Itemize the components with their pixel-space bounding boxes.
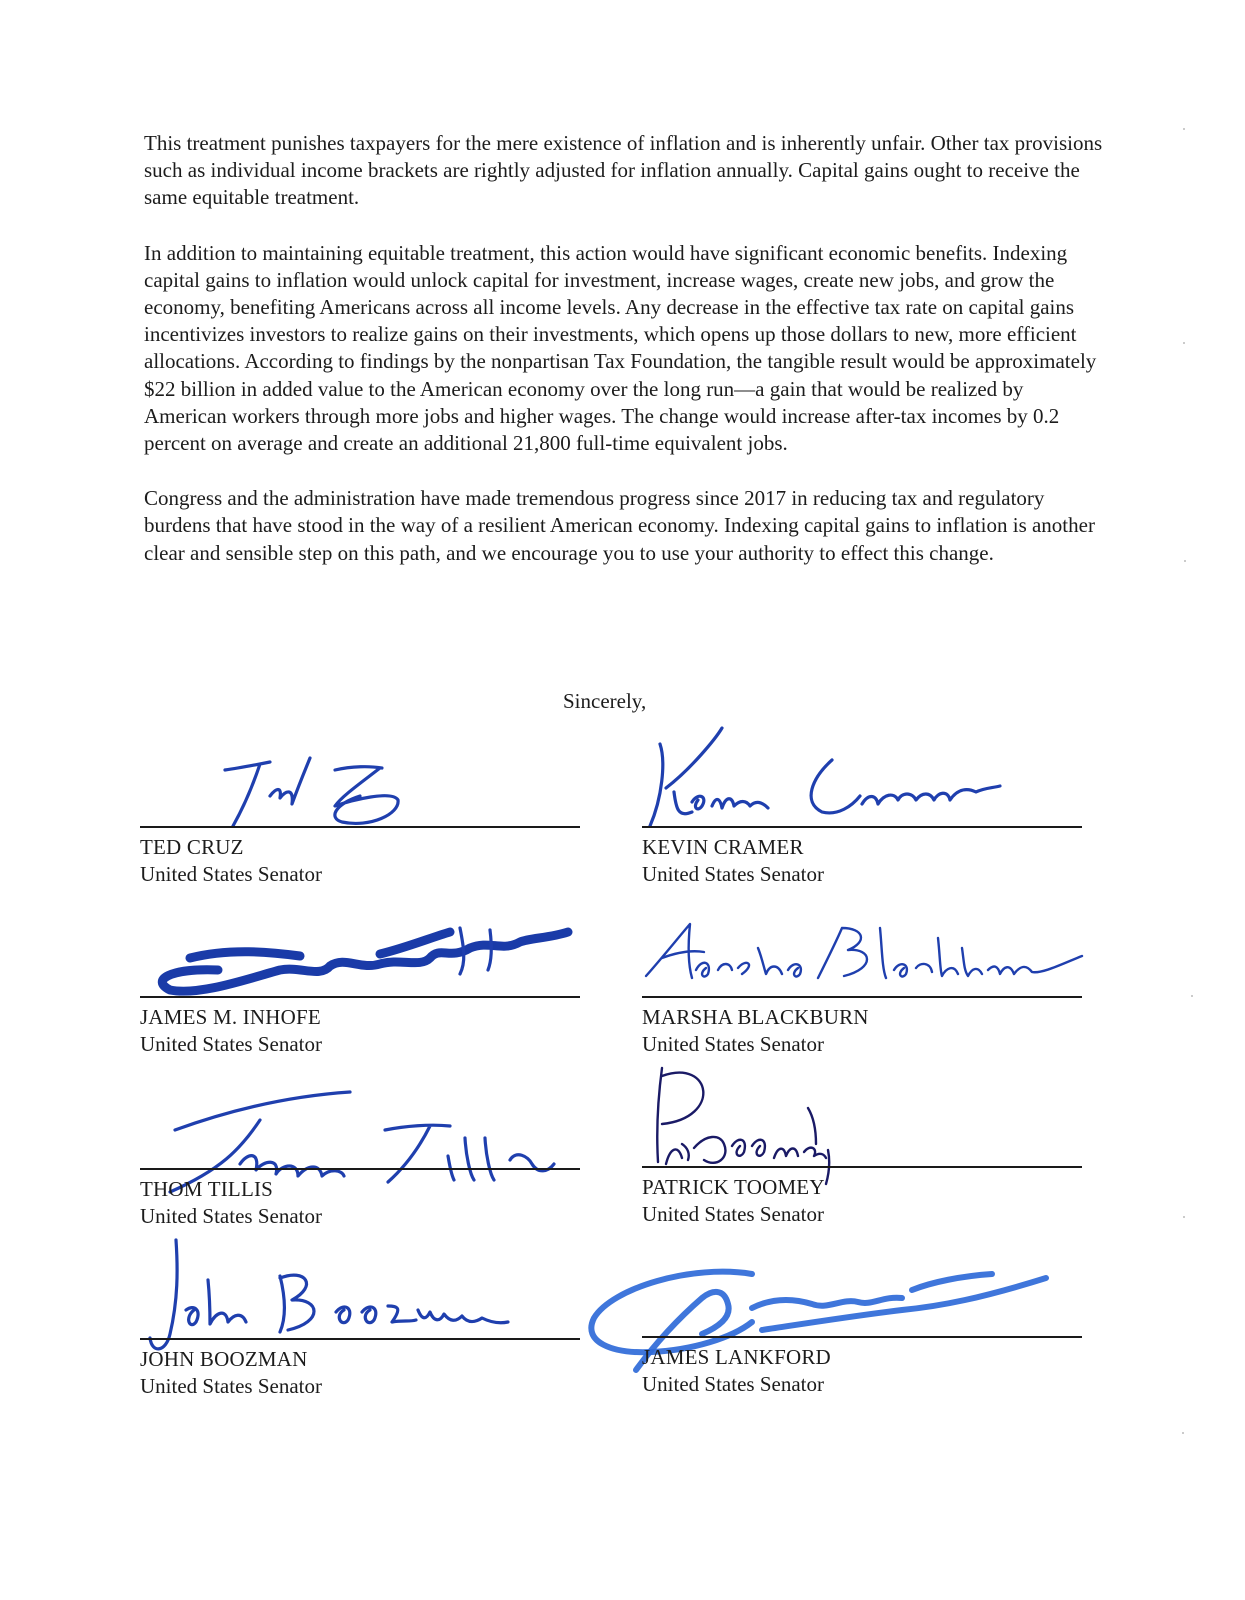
signature-line bbox=[642, 826, 1082, 828]
signatory-title: United States Senator bbox=[140, 862, 322, 886]
signature-block-john-boozman bbox=[140, 1338, 580, 1488]
paragraph-call-to-action: Congress and the administration have made tremendous progress since 2017 in reducing tax and regulatory burdens that have stood in the way of a resilient American economy. Indexing capital gains to inflation is another clear and sensible step on this path, and we encourage you to use your authority to effect this change. bbox=[144, 486, 1095, 565]
signatory-title: United States Senator bbox=[140, 1032, 322, 1056]
letter-body bbox=[144, 130, 1104, 595]
signatory-title: United States Senator bbox=[140, 1204, 322, 1228]
signatory-title: United States Senator bbox=[642, 1372, 824, 1396]
signature-line bbox=[140, 996, 580, 998]
signature-line bbox=[140, 1168, 580, 1170]
scan-speck bbox=[1182, 1432, 1184, 1434]
paragraph-inflation-unfair: This treatment punishes taxpayers for the mere existence of inflation and is inherently unfair. Other tax provisions such as individual income brackets are rightly adjusted for inflation annually. Capital gains ought to receive the same equitable treatment. bbox=[144, 131, 1103, 210]
signature-line bbox=[642, 1166, 1082, 1168]
closing-salutation: Sincerely, bbox=[563, 689, 647, 713]
scan-speck bbox=[1184, 560, 1186, 562]
signatory-title: United States Senator bbox=[140, 1374, 322, 1398]
signatory-name: JOHN BOOZMAN bbox=[140, 1347, 308, 1371]
signatory-name: THOM TILLIS bbox=[140, 1177, 274, 1201]
signature-line bbox=[140, 1338, 580, 1340]
signatory-name: KEVIN CRAMER bbox=[642, 835, 804, 859]
signatory-name: PATRICK TOOMEY bbox=[642, 1175, 825, 1199]
signatory-title: United States Senator bbox=[642, 862, 824, 886]
signature-block-james-lankford bbox=[642, 1336, 1082, 1486]
signatory-title: United States Senator bbox=[642, 1032, 824, 1056]
signature-line bbox=[642, 1336, 1082, 1338]
signatory-title: United States Senator bbox=[642, 1202, 824, 1226]
scan-speck bbox=[1183, 128, 1185, 130]
signatory-name: JAMES LANKFORD bbox=[642, 1345, 831, 1369]
paragraph-economic-benefits: In addition to maintaining equitable treatment, this action would have significant economic benefits. Indexing capital gains to inflation would unlock capital for investment, increase wages, create new jobs, and grow the economy, benefiting Americans across all income levels. Any decrease in the effective tax rate on capital gains incentivizes investors to realize gains on their investments, which opens up those dollars to new, more efficient allocations. According to findings by the nonpartisan Tax Foundation, the tangible result would be approximately $22 billion in added value to the American economy over the long run—a gain that would be realized by American workers through more jobs and higher wages. The change would increase after-tax incomes by 0.2 percent on average and create an additional 21,800 full-time equivalent jobs. bbox=[144, 240, 1097, 456]
scan-speck bbox=[1191, 995, 1193, 997]
scan-speck bbox=[1183, 1216, 1185, 1218]
signatory-name: TED CRUZ bbox=[140, 835, 244, 859]
signatory-name: JAMES M. INHOFE bbox=[140, 1005, 321, 1029]
signature-line bbox=[642, 996, 1082, 998]
signatory-name: MARSHA BLACKBURN bbox=[642, 1005, 869, 1029]
signature-line bbox=[140, 826, 580, 828]
scan-speck bbox=[1183, 342, 1185, 344]
